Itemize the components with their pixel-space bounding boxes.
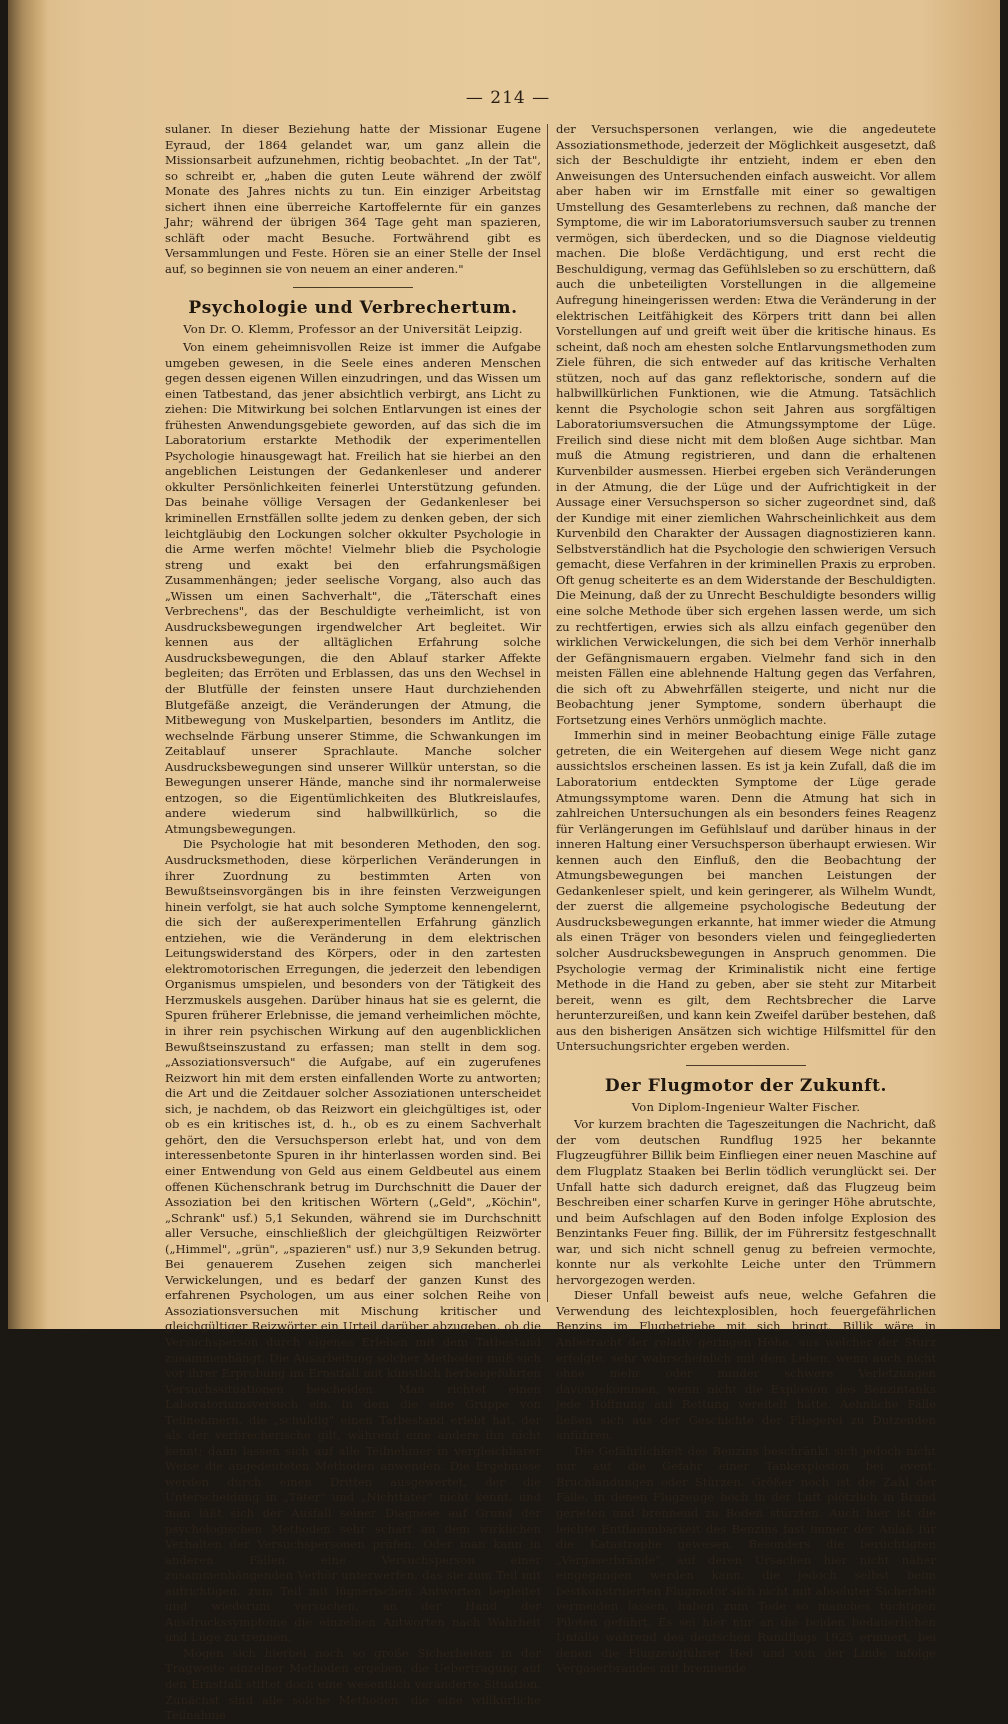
book-binding-shadow [8,0,48,1329]
page-number: — 214 — [465,88,551,108]
article2-paragraph: Vor kurzem brachten die Tageszeitungen die Nachricht, daß der vom deutschen Rundflug 1925 her bekannte Flugzeugführer Billik beim Einfliegen einer neuen Maschine auf dem Flugplatz Staaken bei Berlin tödlich verunglückt sei. Der Unfall hatte sich dadurch ereignet, daß das Flugzeug beim Beschreiben einer scharfen Kurve in geringer Höhe abrutschte, und beim Aufschlagen auf den Boden infolge Explosion des Benzintanks Feuer fing. Billik, der im Führersitz festgeschnallt war, und sich nicht schnell genug zu befreien vermochte, konnte nur als verkohlte Leiche unter den Trümmern hervorgezogen werden. [556,1117,936,1287]
article1-paragraph: Die Psychologie hat mit besonderen Methoden, den sog. Ausdrucksmethoden, diese körperlichen Veränderungen in ihrer Zuordnung zu bestimmten Arten von Bewußtseinsvorgängen bis in ihre feinsten Verzweigungen hinein verfolgt, sie hat auch solche Symptome kennengelernt, die sich der außerexperimentellen Erfahrung gänzlich entziehen, wie die Veränderung in dem elektrischen Leitungswiderstand des Körpers, oder in den zartesten elektromotorischen Erregungen, die jederzeit den lebendigen Organismus umspielen, und besonders von der Tätigkeit des Herzmuskels ausgehen. Darüber hinaus hat sie es gelernt, die Spuren früherer Erlebnisse, die jemand verheimlichen möchte, in ihrer rein psychischen Wirkung auf den augenblicklichen Bewußtseinszustand zu erfassen; man stellt in dem sog. „Assoziationsversuch" die Aufgabe, auf ein zugerufenes Reizwort hin mit dem ersten einfallenden Worte zu antworten; die Art und die Zeitdauer solcher Assoziationen unterscheidet sich, je nachdem, ob das Reizwort ein gleichgültiges ist, oder ob es ein kritisches ist, d. h., ob es zu einem Sachverhalt gehört, den die Versuchsperson erlebt hat, und von dem interessenbetonte Spuren in ihr hinterlassen worden sind. Bei einer Entwendung von Geld aus einem Geldbeutel aus einem offenen Küchenschrank betrug im Durchschnitt die Dauer der Assoziation bei den kritischen Wörtern („Geld", „Köchin", „Schrank" usf.) 5,1 Sekunden, während sie im Durchschnitt aller Versuche, einschließlich der gleichgültigen Reizwörter („Himmel", „grün", „spazieren" usf.) nur 3,9 Sekunden betrug. Bei genauerem Zusehen zeigen sich mancherlei Verwickelungen, und es bedarf der ganzen Kunst des erfahrenen Psychologen, um aus einer solchen Reihe von Assoziationsversuchen mit Mischung kritischer und gleichgültiger Reizwörter ein Urteil darüber abzugeben, ob die Versuchsperson durch eigenes Erleben mit dem Tatbestand zusammenhängt. Die Ausarbeitung solcher Methoden muß sich vor ihrer Erprobung im Ernstfall mit künstlich herbeigeführten Versuchssituationen bescheiden. Man richtet einen Laboratoriumsversuch ein, in dem die eine Gruppe von Teilnehmern, die „schuldig" einen Tatbestand erlebt hat, der als der verbrecherische gilt, während eine andere ihn nicht kennt; dann lassen sich auf alle Teilnehmer in vergleichbarer Weise die angedeuteten Methoden anwenden. Die Ergebnisse werden durch einen Dritten ausgewertet, der die Unterscheidung in „Täter" und „Nichttäter" nicht kennt, und man läßt sich der Ausfall seiner Diagnose auf Grund der psychologischen Methoden sehr scharf an dem wirklichen Verhalten der Versuchspersonen prüfen. Oder man kann in anderen Fällen eine Versuchsperson einer zusammenhängenden Verhör unterwerfen, das sie zum Teil mit aufrichtigen, zum Teil mit lügnerischen Antworten begleitet und wiederum versuchen, an der Hand der Ausdruckssymptome die einzelnen Antworten nach Wahrheit und Lüge zu trennen. [165,837,541,1645]
article2-paragraph: Die Gefährlichkeit des Benzins beschränkt sich jedoch nicht nur auf die Gefahr einer Tankexplosion bei event. Bruchlandungen oder Stürzen. Größer noch ist die Zahl der Fälle, in denen Flugzeuge hoch in der Luft plötzlich in Brand gerieten und brennend zu Boden stürzten. Auch hier ist die leichte Entflammbarkeit des Benzins fast immer der Anlaß für die Katastrophe gewesen. Besonders die berüchtigten „Vergaserbrände", auf deren Ursachen hier nicht näher eingegangen werden kann, die jedoch selbst beim bestkonstruierten Flugmotor sich nicht mit absoluter Sicherheit vermeiden lassen, haben zum Tode so manches tüchtigen Piloten geführt. Es sei hier nur an die beiden bedauerlichen Unfälle während des deutschen Rundflugs 1925 erinnert, bei denen die Flugzeugführer Hed und von der Linde infolge Vergaserbrandes mit brennende [556,1443,936,1676]
right-column [556,122,936,1676]
column-divider [547,124,548,1302]
article-title-psychologie: Psychologie und Verbrechertum. [188,298,518,319]
article-byline-fischer: Von Diplom-Ingenieur Walter Fischer. [631,1099,861,1114]
article2-paragraph: Dieser Unfall beweist aufs neue, welche Gefahren die Verwendung des leichtexplosiblen, hoch feuergefährlichen Benzins im Flugbetriebe mit sich bringt. Billik wäre in Anbetracht der relativ geringen Höhe, aus welcher der Sturz erfolgte, sehr wahrscheinlich mit dem Leben, wenn auch nicht ohne mehr oder minder schwere Verletzungen davongekommen, wenn nicht die Explosion des Benzintanks jede Hoffnung auf Rettung vereitelt hätte. Aehnliche Fälle ließen sich aus der Geschichte der Fliegerei zu Dutzenden anführen. [556,1288,936,1443]
article-separator [686,1065,806,1066]
article1-continued-paragraph: Immerhin sind in meiner Beobachtung einige Fälle zutage getreten, die ein Weitergehen auf diesem Wege nicht ganz aussichtslos erscheinen lassen. Es ist ja kein Zufall, daß die im Laboratorium entdeckten Symptome der Lüge gerade Atmungssymptome waren. Denn die Atmung hat sich in zahlreichen Untersuchungen als ein besonders feines Reagenz für Verlängerungen im Gefühlslauf und darüber hinaus in der inneren Haltung einer Versuchsperson überhaupt erwiesen. Wir kennen auch den Einfluß, den die Beobachtung der Atmungsbewegungen bei manchen Leistungen der Gedankenleser spielt, und kein geringerer, als Wilhelm Wundt, der zuerst die allgemeine psychologische Bedeutung der Ausdrucksbewegungen erkannte, hat immer wieder die Atmung als einen Träger von besonders vielen und feingegliederten solcher Ausdrucksbewegungen in Anspruch genommen. Die Psychologie vermag der Kriminalistik nicht eine fertige Methode in die Hand zu geben, aber sie steht zur Mitarbeit bereit, wenn es gilt, dem Rechtsbrecher die Larve herunterzureißen, und kann kein Zweifel darüber bestehen, daß aus den bisherigen Ansätzen sich wichtige Hilfsmittel für den Untersuchungsrichter ergeben werden. [556,728,936,1054]
book-page [8,0,1000,1723]
left-column [165,122,541,1723]
intro-paragraph: sulaner. In dieser Beziehung hatte der Missionar Eugene Eyraud, der 1864 gelandet war, um ganz allein die Missionsarbeit aufzunehmen, richtig beobachtet. „In der Tat", so schreibt er, „haben die guten Leute während der zwölf Monate des Jahres nichts zu tun. Ein einziger Arbeitstag sichert ihnen eine überreiche Kartoffelernte für ein ganzes Jahr; während der übrigen 364 Tage geht man spazieren, schläft oder macht Besuche. Fortwährend gibt es Versammlungen und Feste. Hören sie an einer Stelle der Insel auf, so beginnen sie von neuem an einer anderen." [165,122,541,276]
article1-continued-paragraph: der Versuchspersonen verlangen, wie die angedeutete Assoziationsmethode, jederzeit der Möglichkeit ausgesetzt, daß sich der Beschuldigte ihr entzieht, indem er eben den Anweisungen des Untersuchenden einfach ausweicht. Vor allem aber haben wir im Ernstfalle mit einer so gewaltigen Umstellung des Gesamterlebens zu rechnen, daß manche der Symptome, die wir im Laboratoriumsversuch sauber zu trennen vermögen, sich überdecken, und so die Diagnose vieldeutig machen. Die bloße Verdächtigung, und erst recht die Beschuldigung, vermag das Gefühlsleben so zu erschüttern, daß auch die unbeteiligten Vorstellungen in die allgemeine Aufregung hineingerissen werden: Etwa die Veränderung in der elektrischen Leitfähigkeit des Körpers tritt dann bei allen Vorstellungen auf und greift weit über die kritische hinaus. Es scheint, daß noch am ehesten solche Entlarvungsmethoden zum Ziele führen, die sich entweder auf das kritische Verhalten stützen, noch auf das ganz reflektorische, sondern auf die halbwillkürlichen Funktionen, wie die Atmung. Tatsächlich kennt die Psychologie schon seit Jahren aus sorgfältigen Laboratoriumsversuchen die Atmungssymptome der Lüge. Freilich sind diese nicht mit dem bloßen Auge sichtbar. Man muß die Atmung registrieren, und dann die erhaltenen Kurvenbilder ausmessen. Hierbei ergeben sich Veränderungen in der Atmung, die der Lüge und der Aufrichtigkeit in der Aussage einer Versuchsperson so sicher zugeordnet sind, daß der Kundige mit einer ziemlichen Wahrscheinlichkeit aus dem Kurvenbild den Charakter der Aussagen diagnostizieren kann. Selbstverständlich hat die Psychologie den schwierigen Versuch gemacht, diese Verfahren in der kriminellen Praxis zu erproben. Oft genug scheiterte es an dem Widerstande der Beschuldigten. Die Meinung, daß der zu Unrecht Beschuldigte besonders willig eine solche Methode über sich ergehen lassen werde, um sich zu rechtfertigen, erwies sich als allzu einfach gegenüber den wirklichen Verwickelungen, die sich bei dem Verhör innerhalb der Gefängnismauern ergaben. Vielmehr fand sich in den meisten Fällen eine ablehnende Haltung gegen das Verfahren, die sich oft zu Abwehrfällen steigerte, und nicht nur die Beobachtung jener Symptome, sondern überhaupt die Fortsetzung eines Verhörs unmöglich machte. [556,122,936,727]
article-title-flugmotor: Der Flugmotor der Zukunft. [604,1075,888,1096]
article-separator [293,287,413,288]
article-byline-klemm: Von Dr. O. Klemm, Professor an der Universität Leipzig. [183,322,523,337]
article1-paragraph: Mögen sich hierbei noch so große Sicherheiten in der Tragweite einzelner Methoden ergeben, die Uebertragung auf den Ernstfall stiftet doch eine wesentlich veränderte Situation. Zunächst sind alle solche Methoden, die eine willkürliche Teilnahme [165,1645,541,1723]
article1-paragraph: Von einem geheimnisvollen Reize ist immer die Aufgabe umgeben gewesen, in die Seele eines anderen Menschen gegen dessen eigenen Willen einzudringen, und das Wissen um einen Tatbestand, das jener absichtlich verbirgt, ans Licht zu ziehen: Die Mitwirkung bei solchen Entlarvungen ist eines der frühesten Anwendungsgebiete geworden, auf das sich die im Laboratorium erstarkte Methodik der experimentellen Psychologie hinausgewagt hat. Freilich hat sie hierbei an den angeblichen Leistungen der Gedankenleser und anderer okkulter Persönlichkeiten feinerlei Unterstützung gefunden. Das beinahe völlige Versagen der Gedankenleser bei kriminellen Ernstfällen sollte jedem zu denken geben, der sich leichtgläubig den Lockungen solcher okkulter Psychologie in die Arme werfen möchte! Vielmehr blieb die Psychologie streng und exakt bei den erfahrungsmäßigen Zusammenhängen; jeder seelische Vorgang, also auch das „Wissen um einen Sachverhalt", die „Täterschaft eines Verbrechens", das der Beschuldigte verheimlicht, ist von Ausdrucksbewegungen irgendwelcher Art begleitet. Wir kennen aus der alltäglichen Erfahrung solche Ausdrucksbewegungen, die den Ablauf starker Affekte begleiten; das Erröten und Erblassen, das uns den Wechsel in der Blutfülle der feinsten unsere Haut durchziehenden Blutgefäße anzeigt, die Veränderungen der Atmung, die Mitbewegung von Muskelpartien, besonders im Antlitz, die wechselnde Färbung unserer Stimme, die Schwankungen im Zeitablauf unserer Sprachlaute. Manche solcher Ausdrucksbewegungen sind unserer Willkür unterstan, so die Bewegungen unserer Hände, manche sind ihr normalerweise entzogen, so die Eigentümlichkeiten des Blutkreislaufes, andere wiederum sind halbwillkürlich, so die Atmungsbewegungen. [165,339,541,836]
